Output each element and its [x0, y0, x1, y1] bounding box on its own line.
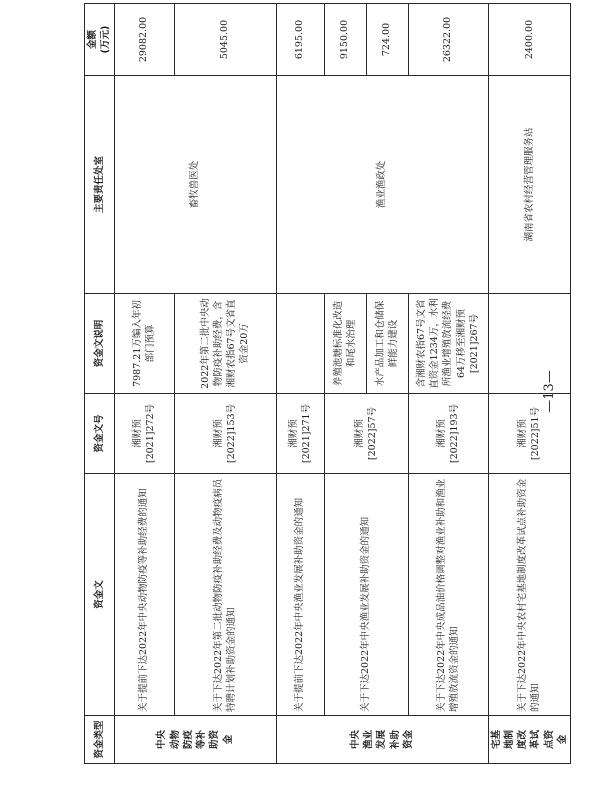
description-cell: 含湘财农指67号文省直资金1234万，水利所渔业增殖放流经费64万移至湘财预[2021]267号	[408, 294, 488, 394]
document-cell: 关于提前下达2022年中央动物防疫等补助经费的通知	[114, 474, 174, 716]
amount-cell: 29082.00	[114, 4, 174, 76]
document-cell: 关于下达2022年第二批动物防疫补助经费及动物疫病员特聘计划补助资金的通知	[174, 474, 276, 716]
header-row	[85, 4, 115, 764]
header-document: 资金文	[85, 474, 115, 716]
category-cell: 中央 渔业 发展 补助 资金	[276, 716, 488, 764]
description-cell: 2022年第二批中央动物防疫补助经费，含湘财农指67号文省直资金20万	[174, 294, 276, 394]
description-cell: 7987.21万编入年初部门预算	[114, 294, 174, 394]
document-cell: 关于下达2022年中央农村宅基地制度改革试点补助资金的通知	[488, 474, 571, 716]
description-cell	[276, 294, 324, 394]
amount-cell: 2400.00	[488, 4, 571, 76]
office-cell: 渔业渔政处	[276, 76, 488, 294]
amount-cell: 5045.00	[174, 4, 276, 76]
table-row	[114, 4, 174, 764]
doc-no-cell: 湘财预 [2022]51号	[488, 394, 571, 474]
table-row	[488, 4, 571, 764]
doc-no-cell: 湘财预 [2021]271号	[276, 394, 324, 474]
header-amount: 金额 (万元)	[85, 4, 115, 76]
office-cell: 畜牧兽医处	[114, 76, 276, 294]
document-cell: 关于下达2022年中央成品油价格调整对渔业补助和渔业增殖放流资金的通知	[408, 474, 488, 716]
document-cell: 关于下达2022年中央渔业发展补助资金的通知	[324, 474, 408, 716]
category-cell: 中央 动物 防疫 等补 助资 金	[114, 716, 276, 764]
page-number: —13—	[541, 370, 557, 413]
amount-cell: 724.00	[366, 4, 408, 76]
doc-no-cell: 湘财预 [2022]57号	[324, 394, 408, 474]
table-row	[276, 4, 324, 764]
description-cell: 养殖池塘标准化改造和尾水治理	[324, 294, 366, 394]
category-cell: 宅基 地制 度改 革试 点资 金	[488, 716, 571, 764]
description-cell	[488, 294, 571, 394]
funds-table	[84, 3, 571, 764]
amount-cell: 26322.00	[408, 4, 488, 76]
header-office: 主要责任处室	[85, 76, 115, 294]
amount-cell: 6195.00	[276, 4, 324, 76]
office-cell: 湖南省农村经营管理服务站	[488, 76, 571, 294]
doc-no-cell: 湘财预 [2022]193号	[408, 394, 488, 474]
header-doc-no: 资金文号	[85, 394, 115, 474]
description-cell: 水产品加工和仓储保鲜能力建设	[366, 294, 408, 394]
doc-no-cell: 湘财预 [2022]153号	[174, 394, 276, 474]
amount-cell: 9150.00	[324, 4, 366, 76]
header-description: 资金文说明	[85, 294, 115, 394]
document-cell: 关于提前下达2022年中央渔业发展补助资金的通知	[276, 474, 324, 716]
doc-no-cell: 湘财预 [2021]272号	[114, 394, 174, 474]
header-type: 资金类型	[85, 716, 115, 764]
